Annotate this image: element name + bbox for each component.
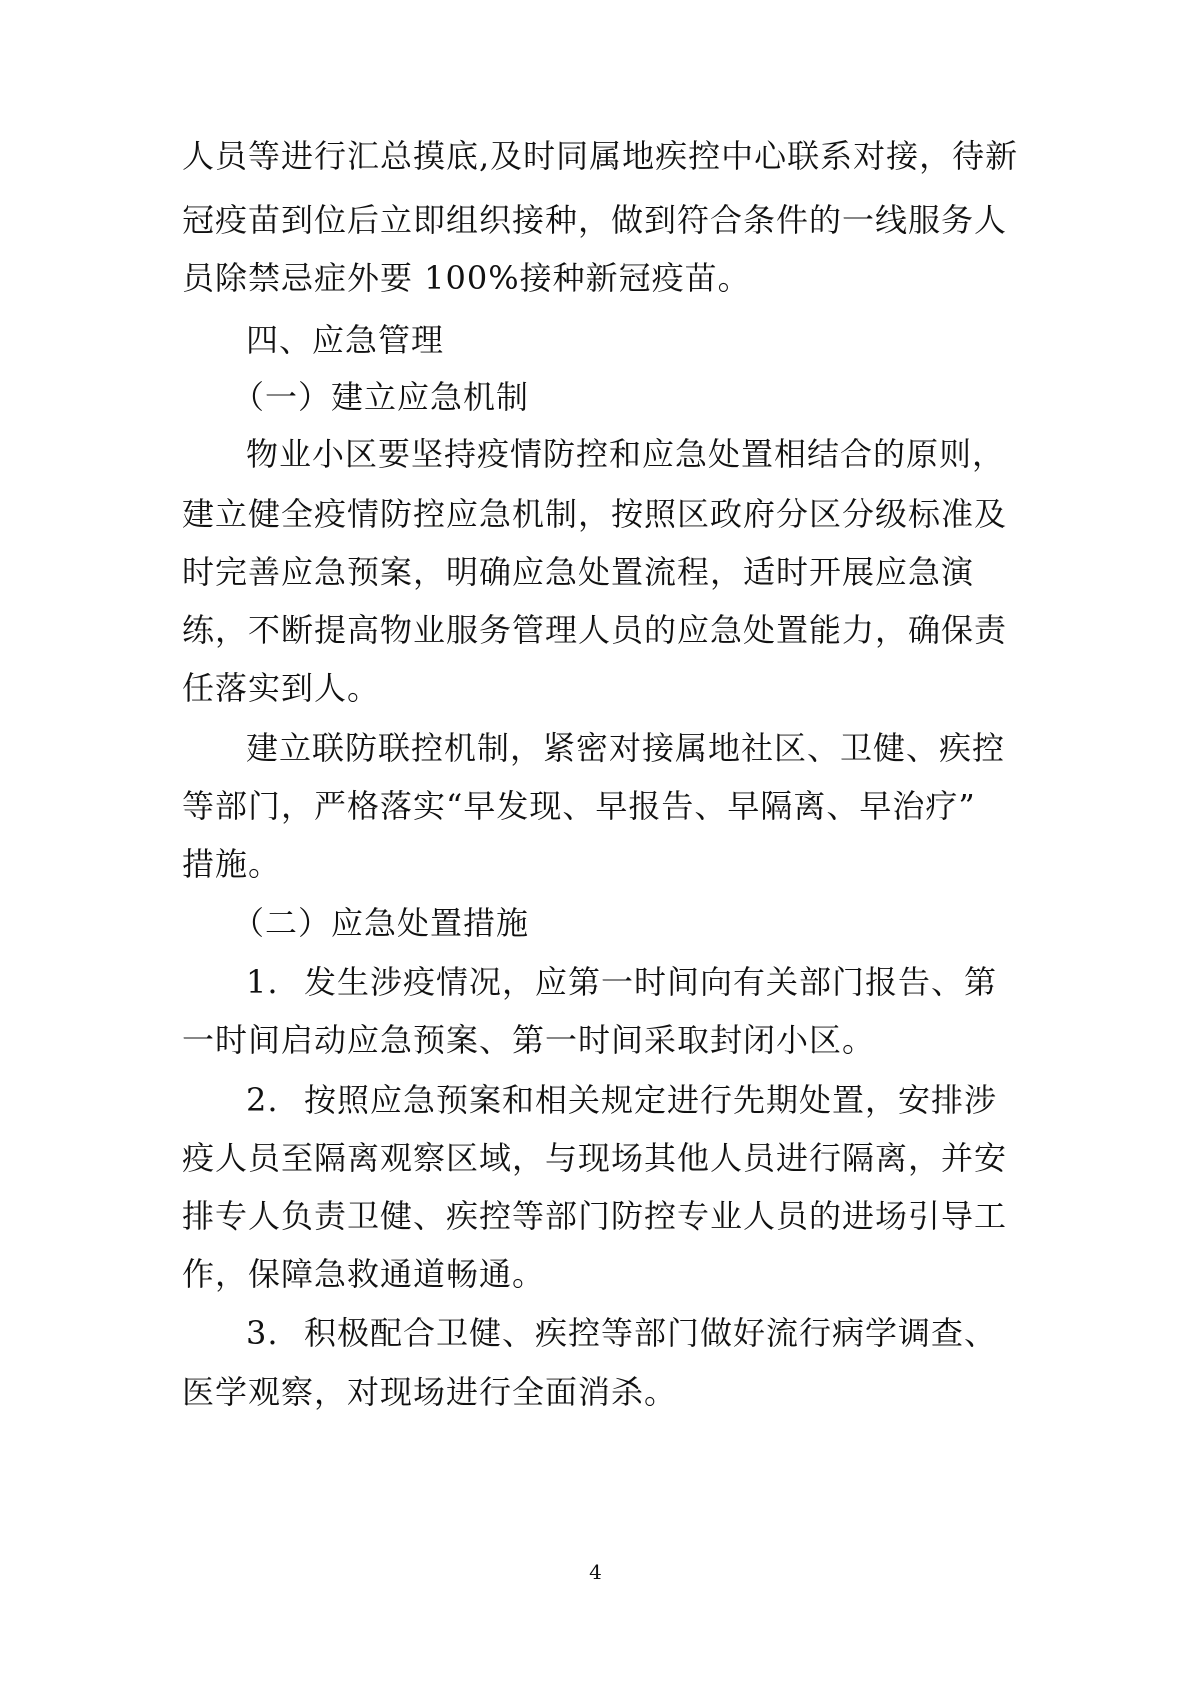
- body-text-line: 员除禁忌症外要 100%接种新冠疫苗。: [182, 259, 751, 297]
- subsection-heading: （二）应急处置措施: [232, 904, 530, 942]
- body-text-line: 时完善应急预案，明确应急处置流程，适时开展应急演: [182, 553, 975, 591]
- body-text-line: 冠疫苗到位后立即组织接种，做到符合条件的一线服务人: [182, 201, 1008, 239]
- body-text-line: 建立健全疫情防控应急机制，按照区政府分区分级标准及: [182, 495, 1008, 533]
- body-text-line: 练，不断提高物业服务管理人员的应急处置能力，确保责: [182, 611, 1008, 649]
- page-number: 4: [589, 1560, 602, 1584]
- body-text-line: 措施。: [182, 845, 282, 883]
- body-text-line: 疫人员至隔离观察区域，与现场其他人员进行隔离，并安: [182, 1139, 1008, 1177]
- body-text-line: 一时间启动应急预案、第一时间采取封闭小区。: [182, 1021, 876, 1059]
- numbered-item-line: [246, 962, 997, 1002]
- body-text-line: 人员等进行汇总摸底,及时同属地疾控中心联系对接，待新: [182, 137, 1019, 175]
- section-heading: 四、应急管理: [246, 321, 445, 359]
- body-text-line: 作，保障急救通道畅通。: [182, 1255, 546, 1293]
- item-text: 发生涉疫情况，应第一时间向有关部门报告、第: [304, 963, 998, 1001]
- body-text-line: 任落实到人。: [182, 669, 381, 707]
- numbered-item-line: [246, 1080, 997, 1120]
- body-text-line: 建立联防联控机制，紧密对接属地社区、卫健、疾控: [246, 729, 1006, 767]
- numbered-item-line: [246, 1313, 997, 1353]
- item-number: 3.: [246, 1314, 279, 1352]
- item-text: 积极配合卫健、疾控等部门做好流行病学调查、: [304, 1314, 998, 1352]
- body-text-line: 医学观察，对现场进行全面消杀。: [182, 1373, 678, 1411]
- subsection-heading: （一）建立应急机制: [232, 378, 530, 416]
- body-text-line: 排专人负责卫健、疾控等部门防控专业人员的进场引导工: [182, 1197, 1008, 1235]
- item-number: 2.: [246, 1081, 279, 1119]
- item-text: 按照应急预案和相关规定进行先期处置，安排涉: [304, 1081, 998, 1119]
- body-text-line: 等部门，严格落实“早发现、早报告、早隔离、早治疗”: [182, 787, 976, 825]
- item-number: 1.: [246, 963, 279, 1001]
- body-text-line: 物业小区要坚持疫情防控和应急处置相结合的原则，: [246, 435, 1006, 473]
